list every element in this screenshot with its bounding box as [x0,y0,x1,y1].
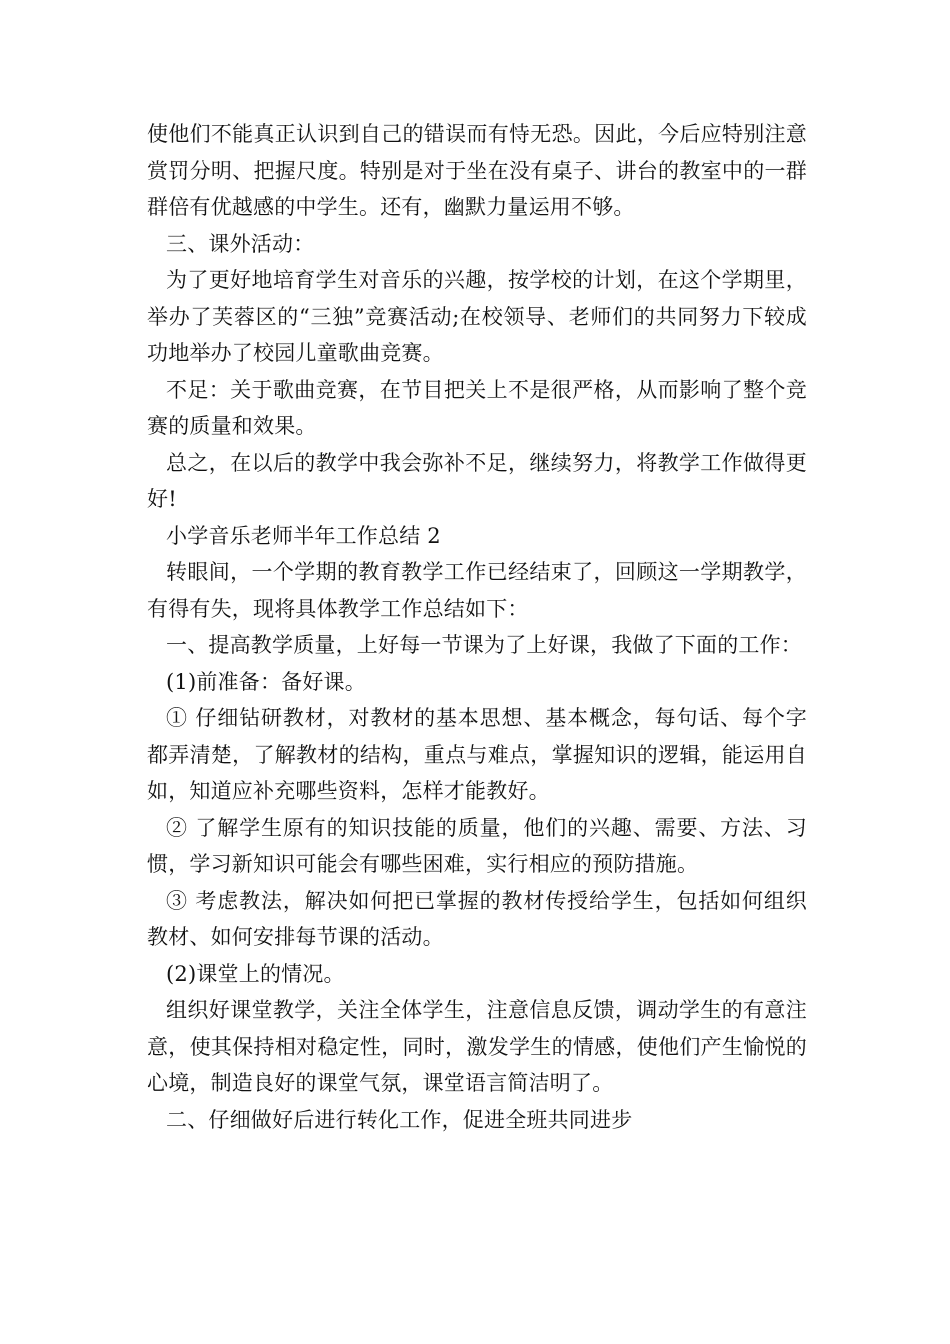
list-item: ① 仔细钻研教材，对教材的基本思想、基本概念，每句话、每个字都弄清楚，了解教材的结构，重点与难点，掌握知识的逻辑，能运用自如，知道应补充哪些资料，怎样才能教好。 [147,706,807,803]
paragraph: 组织好课堂教学，关注全体学生，注意信息反馈，调动学生的有意注意，使其保持相对稳定性，同时，激发学生的情感，使他们产生愉悦的心境，制造良好的课堂气氛，课堂语言简洁明了。 [147,998,807,1095]
sub-heading: (1)前准备：备好课。 [166,669,366,694]
paragraph: 使他们不能真正认识到自己的错误而有恃无恐。因此，今后应特别注意赏罚分明、把握尺度。特别是对于坐在没有桌子、讲台的教室中的一群群倍有优越感的中学生。还有，幽默力量运用不够。 [147,122,807,219]
list-item: ③ 考虑教法，解决如何把已掌握的教材传授给学生，包括如何组织教材、如何安排每节课的活动。 [147,888,807,949]
document-body [147,116,807,1138]
paragraph: 转眼间，一个学期的教育教学工作已经结束了，回顾这一学期教学，有得有失，现将具体教学工作总结如下： [147,560,807,621]
section-heading: 二、仔细做好后进行转化工作，促进全班共同进步 [166,1107,633,1132]
paragraph: 为了更好地培育学生对音乐的兴趣，按学校的计划，在这个学期里，举办了芙蓉区的“三独”竞赛活动;在校领导、老师们的共同努力下较成功地举办了校园儿童歌曲竞赛。 [147,268,807,365]
section-heading: 三、课外活动： [166,231,315,256]
paragraph: 总之，在以后的教学中我会弥补不足，继续努力，将教学工作做得更好! [147,450,807,511]
section-heading: 一、提高教学质量，上好每一节课为了上好课，我做了下面的工作： [166,633,802,657]
list-item: ② 了解学生原有的知识技能的质量，他们的兴趣、需要、方法、习惯，学习新知识可能会有哪些困难，实行相应的预防措施。 [147,815,807,876]
paragraph: 不足：关于歌曲竞赛，在节目把关上不是很严格，从而影响了整个竞赛的质量和效果。 [147,377,807,438]
sub-heading: (2)课堂上的情况。 [166,961,345,986]
document-subtitle: 小学音乐老师半年工作总结 2 [166,523,441,548]
